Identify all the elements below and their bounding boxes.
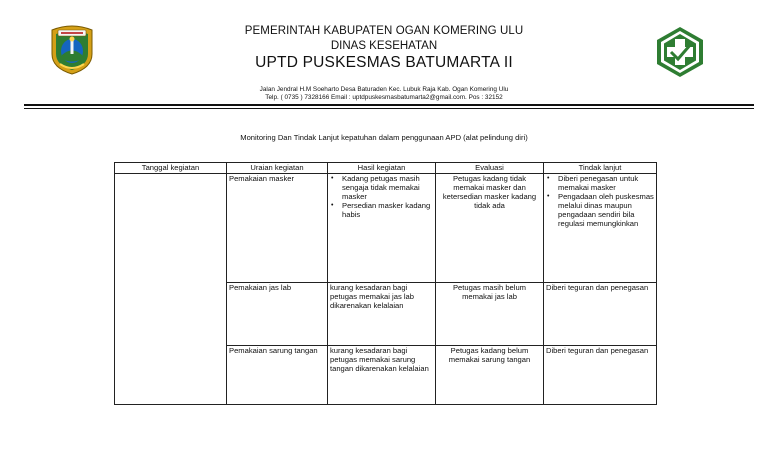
header-divider-thin	[24, 108, 754, 109]
table-header-row	[115, 163, 657, 174]
column-header-tindak: Tindak lanjut	[544, 163, 657, 174]
column-header-uraian: Uraian kegiatan	[227, 163, 328, 174]
tindak-cell	[544, 174, 657, 283]
tindak-cell: Diberi teguran dan penegasan	[544, 346, 657, 405]
tindak-cell: Diberi teguran dan penegasan	[544, 283, 657, 346]
hasil-cell	[328, 174, 436, 283]
hasil-list	[330, 174, 433, 219]
list-item: • Pengadaan oleh puskesmas melalui dinas maupun pengadaan sendiri bila regulasi memungkinkan	[546, 192, 654, 228]
uraian-cell: Pemakaian jas lab	[227, 283, 328, 346]
health-cross-icon	[654, 26, 706, 78]
evaluasi-cell: Petugas kadang belum memakai sarung tangan	[436, 346, 544, 405]
header-divider-thick	[24, 104, 754, 106]
header-institution: UPTD PUSKESMAS BATUMARTA II	[255, 54, 513, 71]
uraian-cell: Pemakaian masker	[227, 174, 328, 283]
header-department: DINAS KESEHATAN	[330, 40, 438, 52]
column-header-evaluasi: Evaluasi	[436, 163, 544, 174]
evaluasi-cell: Petugas kadang tidak memakai masker dan ketersedian masker kadang tidak ada	[436, 174, 544, 283]
column-header-hasil: Hasil kegiatan	[328, 163, 436, 174]
uraian-cell: Pemakaian sarung tangan	[227, 346, 328, 405]
tanggal-cell	[115, 174, 227, 405]
hasil-cell: kurang kesadaran bagi petugas memakai jas lab dikarenakan kelalaian	[328, 283, 436, 346]
header-government: PEMERINTAH KABUPATEN OGAN KOMERING ULU	[244, 25, 524, 37]
list-item: • Diberi penegasan untuk memakai masker	[546, 174, 654, 192]
monitoring-table	[114, 162, 657, 405]
tindak-list	[546, 174, 654, 228]
table-row	[115, 174, 657, 283]
hasil-cell: kurang kesadaran bagi petugas memakai sarung tangan dikarenakan kelalaian	[328, 346, 436, 405]
list-item: • Persedian masker kadang habis	[330, 201, 433, 219]
evaluasi-cell: Petugas masih belum memakai jas lab	[436, 283, 544, 346]
contact-line: Telp. ( 0735 ) 7328166 Email : uptdpuskesmasbatumarta2@gmail.com. Pos : 32152	[265, 94, 503, 101]
column-header-tanggal: Tanggal kegiatan	[115, 163, 227, 174]
list-item: • Kadang petugas masih sengaja tidak memakai masker	[330, 174, 433, 201]
document-title: Monitoring Dan Tindak Lanjut kepatuhan dalam penggunaan APD (alat pelindung diri)	[240, 133, 528, 142]
address-line: Jalan Jendral H.M Soeharto Desa Baturaden Kec. Lubuk Raja Kab. Ogan Komering Ulu	[259, 86, 509, 93]
